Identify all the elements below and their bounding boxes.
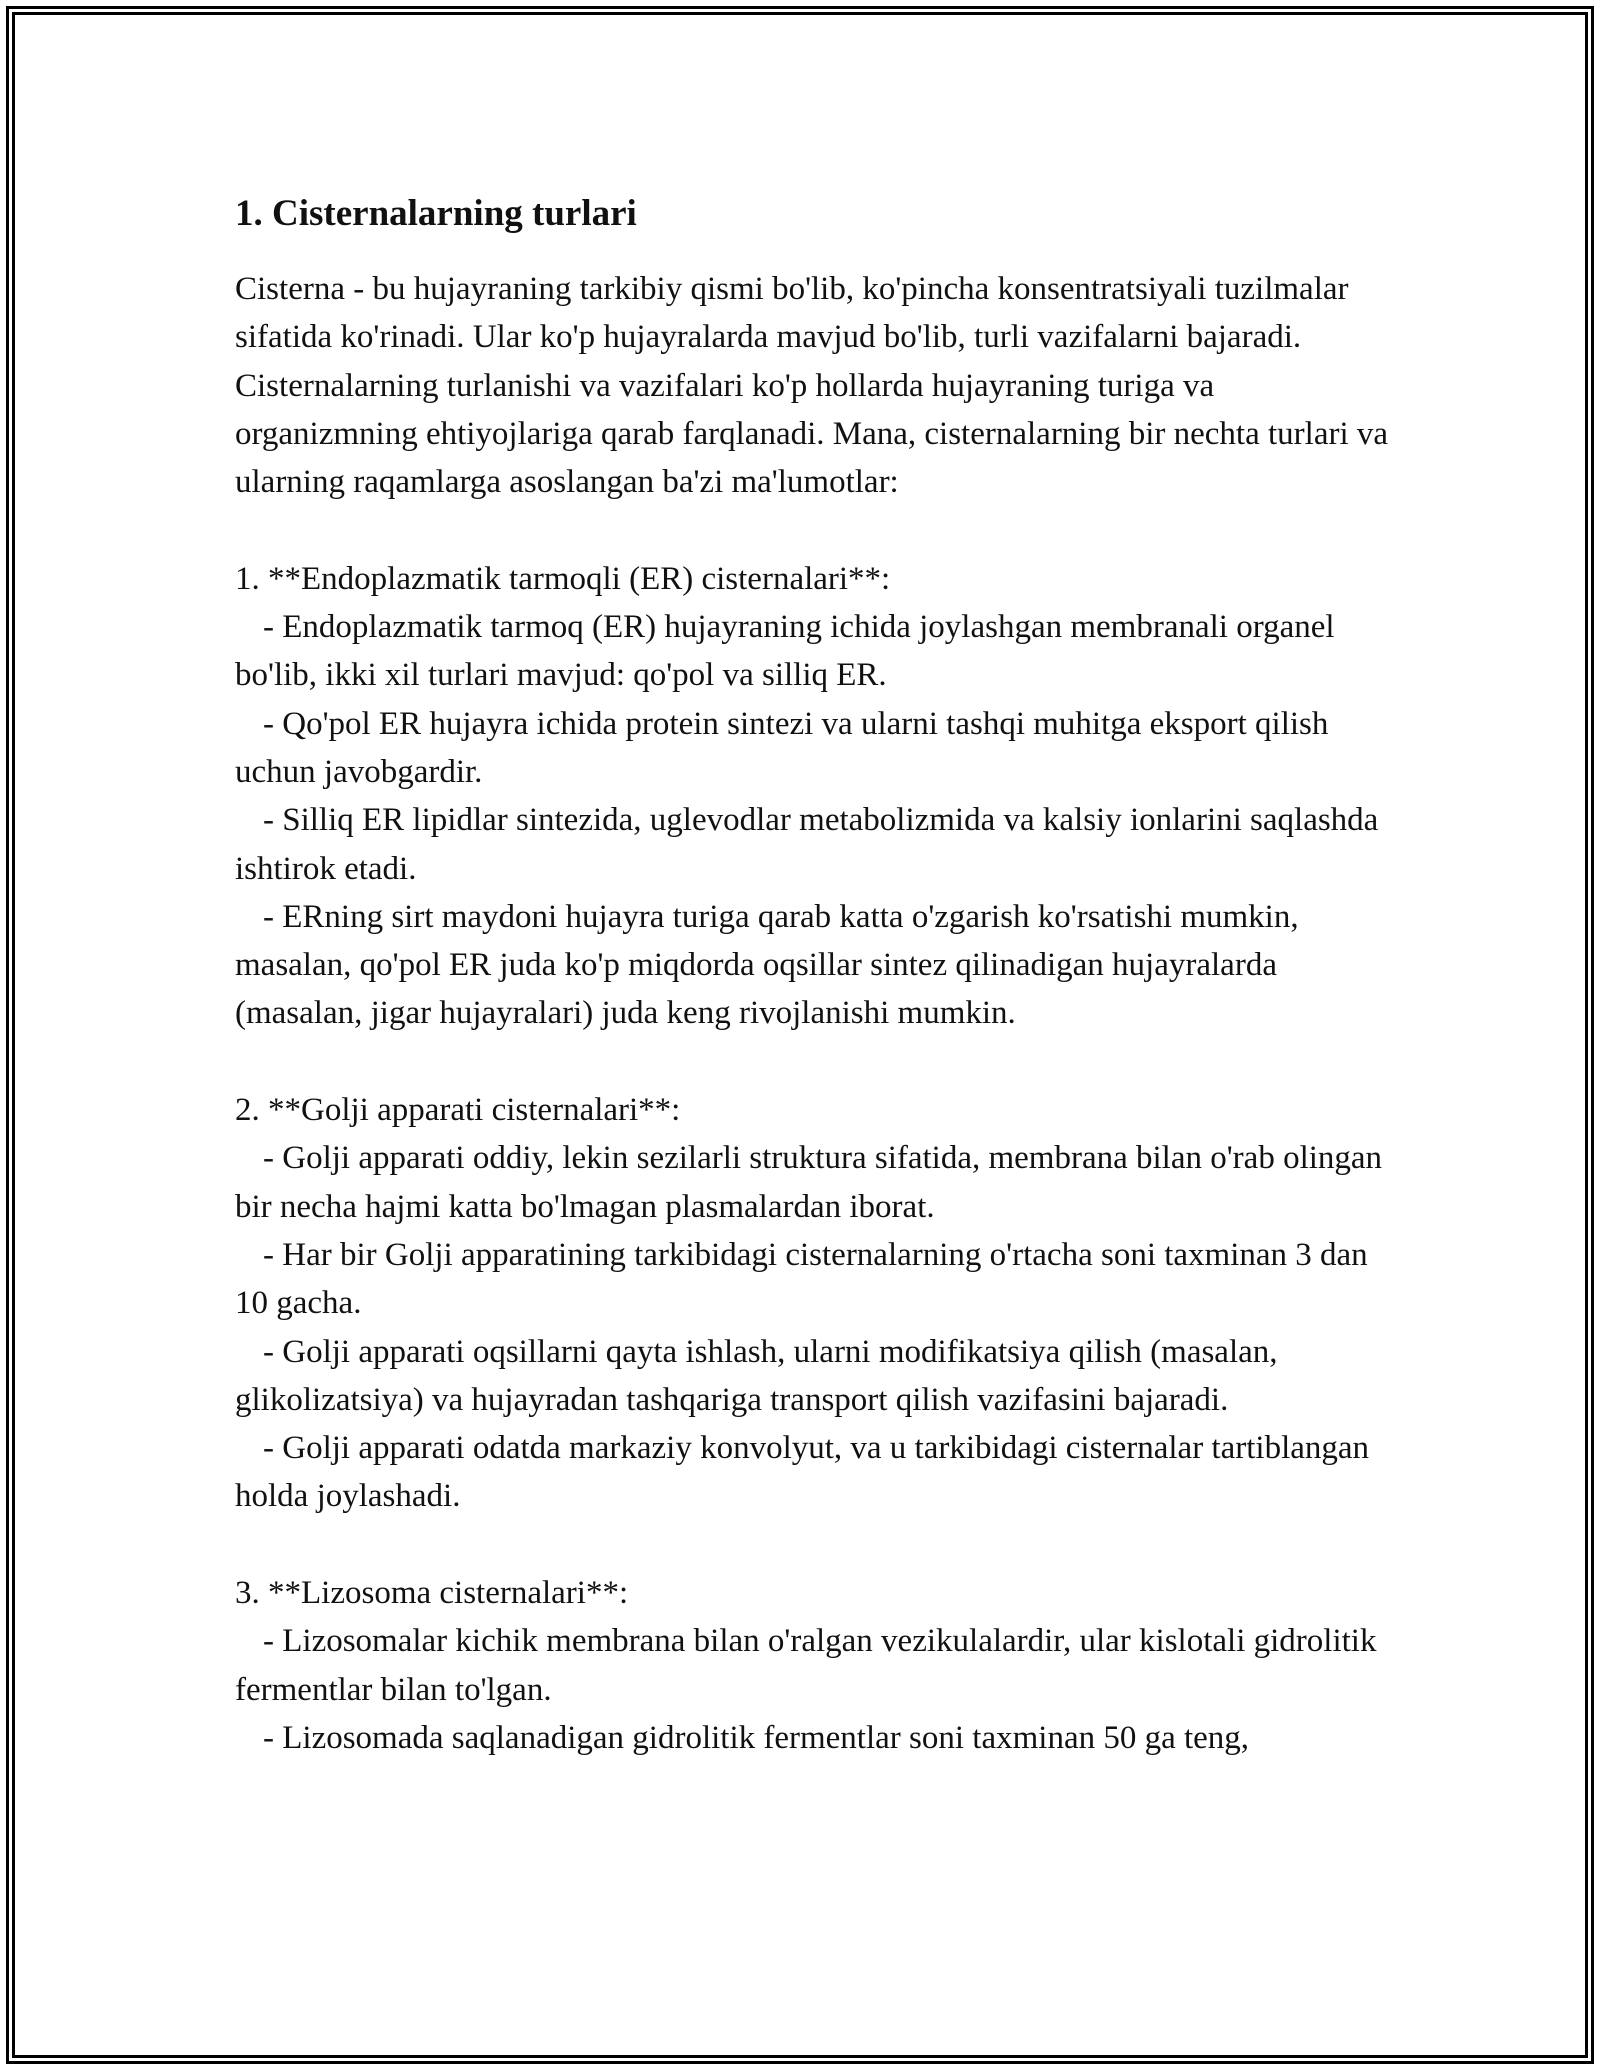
paragraph-gap (235, 506, 1395, 554)
document-body (235, 265, 1395, 1762)
document-content (235, 186, 1395, 1762)
list-item: - Golji apparati odatda markaziy konvolyut, va u tarkibidagi cisternalar tartiblangan holda joylashadi. (235, 1430, 1370, 1515)
section-heading: 1. Cisternalarning turlari (235, 193, 637, 234)
paragraph-gap (235, 1038, 1395, 1086)
section-title: 1. **Endoplazmatik tarmoqli (ER) cisternalari**: (235, 560, 891, 597)
list-item: - Lizosomada saqlanadigan gidrolitik fermentlar soni taxminan 50 ga teng, (263, 1719, 1250, 1756)
list-item: - Golji apparati oddiy, lekin sezilarli struktura sifatida, membrana bilan o'rab olingan bir necha hajmi katta bo'lmagan plasmalardan iborat. (235, 1140, 1383, 1225)
section-er (235, 555, 1395, 1038)
list-item: - Qo'pol ER hujayra ichida protein sintezi va ularni tashqi muhitga eksport qilish uchun javobgardir. (235, 705, 1329, 790)
list-item: - Endoplazmatik tarmoq (ER) hujayraning ichida joylashgan membranali organel bo'lib, ikki xil turlari mavjud: qo'pol va silliq ER. (235, 609, 1335, 694)
list-item: - Lizosomalar kichik membrana bilan o'ralgan vezikulalardir, ular kislotali gidrolitik fermentlar bilan to'lgan. (235, 1623, 1377, 1708)
list-item: - Har bir Golji apparatining tarkibidagi cisternalarning o'rtacha soni taxminan 3 dan 10 gacha. (235, 1236, 1368, 1322)
list-item: - Golji apparati oqsillarni qayta ishlash, ularni modifikatsiya qilish (masalan, glikolizatsiya) va hujayradan tashqariga transport qilish vazifasini bajaradi. (235, 1333, 1278, 1418)
section-title: 2. **Golji apparati cisternalari**: (235, 1092, 681, 1129)
intro-paragraph: Cisterna - bu hujayraning tarkibiy qismi bo'lib, ko'pincha konsentratsiyali tuzilmalar sifatida ko'rinadi. Ular ko'p hujayralarda mavjud bo'lib, turli vazifalarni bajaradi. Cisternalarning turlanishi va vazifalari ko'p hollarda hujayraning turiga va organizmning ehtiyojlariga qarab farqlanadi. Mana, cisternalarning bir nechta turlari va ularning raqamlarga asoslangan ba'zi ma'lumotlar: (235, 271, 1389, 501)
section-golgi (235, 1086, 1395, 1521)
paragraph-gap (235, 1521, 1395, 1569)
section-title: 3. **Lizosoma cisternalari**: (235, 1575, 629, 1612)
list-item: - Silliq ER lipidlar sintezida, uglevodlar metabolizmida va kalsiy ionlarini saqlashda ishtirok etadi. (235, 802, 1379, 887)
section-lysosome (235, 1569, 1395, 1762)
list-item: - ERning sirt maydoni hujayra turiga qarab katta o'zgarish ko'rsatishi mumkin, masalan, qo'pol ER juda ko'p miqdorda oqsillar sintez qilinadigan hujayralarda (masalan, jigar hujayralari) juda keng rivojlanishi mumkin. (235, 898, 1299, 1032)
